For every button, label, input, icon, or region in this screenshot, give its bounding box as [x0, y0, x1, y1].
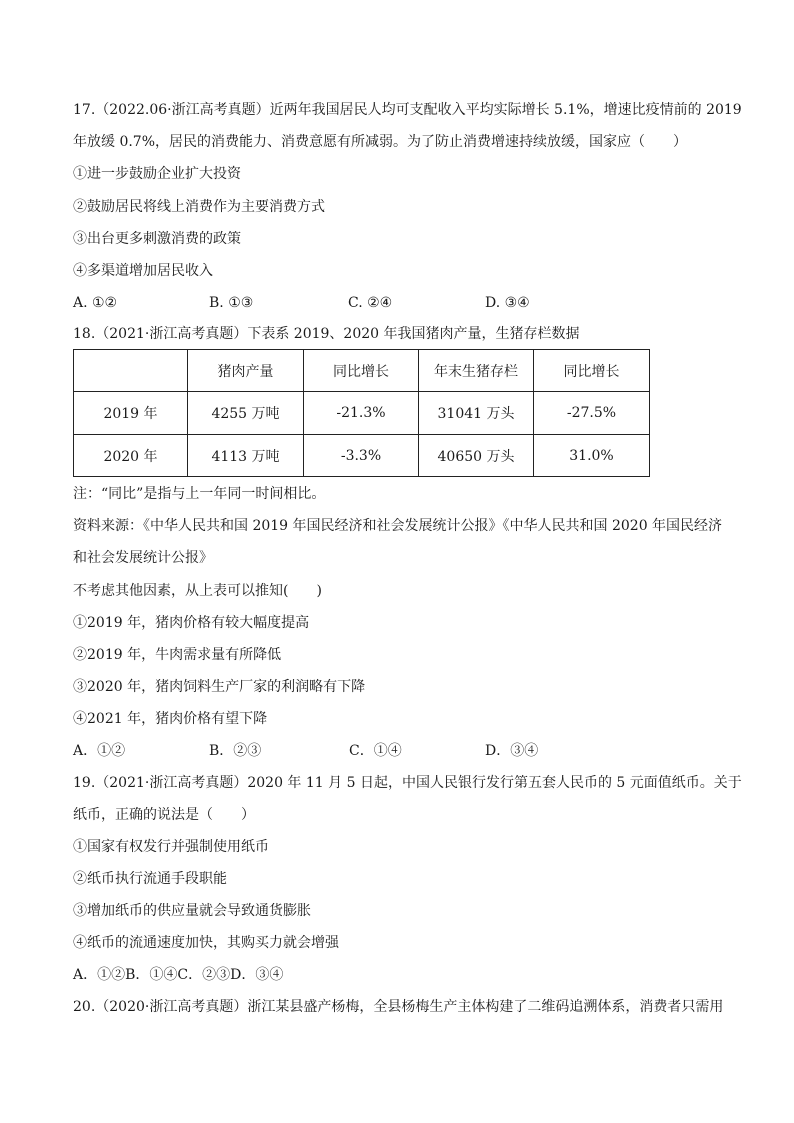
table-row	[74, 392, 650, 435]
table-cell: -27.5%	[534, 392, 650, 435]
q18-options	[73, 742, 713, 760]
table-cell: 31.0%	[534, 435, 650, 477]
q17-option-b[interactable]: B. ①③	[209, 295, 254, 311]
q18-item-3: ③2020 年，猪肉饲料生产厂家的利润略有下降	[73, 679, 366, 695]
table-cell: -21.3%	[304, 392, 419, 435]
q17-item-3: ③出台更多刺激消费的政策	[73, 231, 241, 247]
q17-stem-line2: 年放缓 0.7%，居民的消费能力、消费意愿有所减弱。为了防止消费增速持续放缓，国家应（ ）	[73, 134, 688, 150]
table-cell: 2020 年	[74, 435, 188, 477]
table-header-cell	[74, 350, 188, 392]
table-cell: 2019 年	[74, 392, 188, 435]
q17-option-d[interactable]: D. ③④	[485, 295, 530, 311]
q18-item-4: ④2021 年，猪肉价格有望下降	[73, 711, 268, 727]
q18-option-b[interactable]: B．②③	[209, 743, 262, 759]
q18-stem: 18.（2021·浙江高考真题）下表系 2019、2020 年我国猪肉产量，生猪存栏数据	[73, 326, 580, 342]
q18-option-d[interactable]: D．③④	[485, 743, 539, 759]
q17-option-c[interactable]: C. ②④	[348, 295, 393, 311]
q17-item-2: ②鼓励居民将线上消费作为主要消费方式	[73, 199, 325, 215]
q18-source-line2: 和社会发展统计公报》	[73, 550, 213, 566]
q18-item-2: ②2019 年，牛肉需求量有所降低	[73, 647, 282, 663]
q17-item-1: ①进一步鼓励企业扩大投资	[73, 166, 241, 182]
q18-question: 不考虑其他因素，从上表可以推知( )	[73, 583, 322, 599]
q19-item-2: ②纸币执行流通手段职能	[73, 871, 227, 887]
table-cell: 4113 万吨	[188, 435, 304, 477]
table-header-cell: 同比增长	[534, 350, 650, 392]
q17-options	[73, 294, 713, 312]
q19-stem-line2: 纸币，正确的说法是（ ）	[73, 807, 255, 823]
table-header-row	[74, 350, 650, 392]
table-cell: 4255 万吨	[188, 392, 304, 435]
table-header-cell: 年末生猪存栏	[419, 350, 534, 392]
q20-stem-line1: 20.（2020·浙江高考真题）浙江某县盛产杨梅，全县杨梅生产主体构建了二维码追溯体系，消费者只需用	[73, 999, 724, 1015]
q19-options[interactable]: A．①②B．①④C．②③D．③④	[73, 967, 284, 983]
pork-data-table	[73, 349, 650, 477]
table-cell: -3.3%	[304, 435, 419, 477]
q18-option-a[interactable]: A．①②	[73, 743, 126, 759]
table-row	[74, 435, 650, 477]
table-header-cell: 猪肉产量	[188, 350, 304, 392]
q18-source-line1: 资料来源：《中华人民共和国 2019 年国民经济和社会发展统计公报》《中华人民共和国 2020 年国民经济	[73, 518, 723, 534]
q19-item-4: ④纸币的流通速度加快，其购买力就会增强	[73, 935, 339, 951]
table-cell: 40650 万头	[419, 435, 534, 477]
q19-item-3: ③增加纸币的供应量就会导致通货膨胀	[73, 903, 311, 919]
table-header-cell: 同比增长	[304, 350, 419, 392]
table-cell: 31041 万头	[419, 392, 534, 435]
q17-option-a[interactable]: A. ①②	[73, 295, 118, 311]
q19-stem-line1: 19.（2021·浙江高考真题）2020 年 11 月 5 日起，中国人民银行发行第五套人民币的 5 元面值纸币。关于	[73, 775, 742, 791]
q19-item-1: ①国家有权发行并强制使用纸币	[73, 839, 269, 855]
q18-item-1: ①2019 年，猪肉价格有较大幅度提高	[73, 615, 310, 631]
q17-item-4: ④多渠道增加居民收入	[73, 263, 213, 279]
q17-stem-line1: 17.（2022.06·浙江高考真题）近两年我国居民人均可支配收入平均实际增长 5.1%，增速比疫情前的 2019	[73, 102, 742, 118]
q18-option-c[interactable]: C．①④	[349, 743, 402, 759]
q18-note: 注：“同比”是指与上一年同一时间相比。	[73, 486, 326, 502]
